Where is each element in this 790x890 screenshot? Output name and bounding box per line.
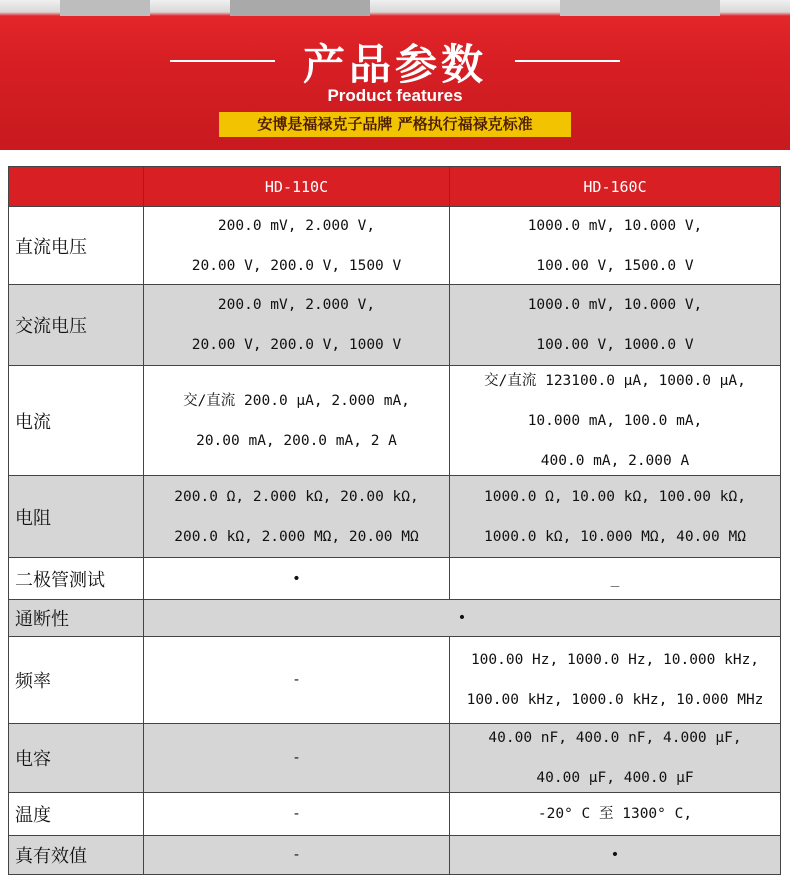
row-label: 温度 — [8, 793, 143, 836]
value-line: 20.00 V, 200.0 V, 1000 V — [191, 337, 402, 353]
row-label: 二极管测试 — [8, 558, 143, 600]
value-line: 1000.0 mV, 10.000 V, — [527, 297, 703, 313]
value-line: - — [292, 750, 301, 766]
page-subtitle: Product features — [327, 86, 463, 105]
row-label: 电流 — [8, 366, 143, 476]
value-cell-hd160c — [449, 637, 781, 724]
row-label: 频率 — [8, 637, 143, 724]
value-line: 200.0 mV, 2.000 V, — [217, 297, 376, 313]
value-cell-hd160c — [449, 207, 781, 285]
value-cell-hd160c — [449, 366, 781, 476]
value-line: 100.00 kHz, 1000.0 kHz, 10.000 MHz — [466, 692, 764, 708]
value-line: • — [292, 570, 301, 587]
value-cell-hd110c — [143, 366, 449, 476]
value-line: • — [610, 847, 620, 863]
value-cell-hd110c — [143, 285, 449, 366]
value-cell-hd110c — [143, 558, 449, 600]
row-label: 电阻 — [8, 476, 143, 558]
spec-table — [8, 166, 781, 886]
value-line: 100.00 V, 1500.0 V — [536, 257, 694, 274]
table-row-capacitance — [8, 724, 781, 793]
header-model-hd110c: HD-110C — [143, 167, 449, 207]
value-line: 200.0 mV, 2.000 V, — [217, 217, 376, 234]
banner-photo-strip — [60, 0, 150, 16]
row-label: 直流电压 — [8, 207, 143, 285]
value-line: 1000.0 Ω, 10.00 kΩ, 100.00 kΩ, — [484, 488, 746, 505]
value-line: • — [457, 610, 467, 626]
value-line: 20.00 mA, 200.0 mA, 2 A — [196, 432, 397, 449]
value-line: 100.00 V, 1000.0 V — [536, 337, 694, 353]
table-row-resistance — [8, 476, 781, 558]
row-label: 通断性 — [8, 600, 143, 637]
banner-photo-strip — [230, 0, 370, 16]
value-cell-hd110c — [143, 207, 449, 285]
value-cell-hd110c — [143, 793, 449, 836]
value-line: 1000.0 kΩ, 10.000 MΩ, 40.00 MΩ — [484, 528, 746, 545]
value-line: -20° C 至 1300° C, — [537, 806, 693, 822]
header-banner — [0, 0, 790, 150]
value-line: 交/直流 123100.0 μA, 1000.0 μA, — [484, 372, 746, 389]
value-cell-hd160c — [449, 558, 781, 600]
value-line: 40.00 μF, 400.0 μF — [536, 770, 694, 786]
value-cell-hd160c — [449, 285, 781, 366]
value-cell-hd110c — [143, 476, 449, 558]
page-title: 产品参数 — [302, 40, 487, 89]
row-label: 真有效值 — [8, 836, 143, 875]
table-row-true-rms — [8, 836, 781, 875]
table-row-diode-test — [8, 558, 781, 600]
value-line: 200.0 kΩ, 2.000 MΩ, 20.00 MΩ — [174, 528, 419, 545]
banner-photo-strip — [560, 0, 720, 16]
table-header-row — [8, 166, 781, 207]
value-cell-hd160c — [449, 793, 781, 836]
value-line: 1000.0 mV, 10.000 V, — [527, 217, 703, 234]
value-cell-hd110c — [143, 836, 449, 875]
value-cell-hd160c — [449, 836, 781, 875]
value-line: _ — [610, 570, 620, 587]
value-line: 10.000 mA, 100.0 mA, — [527, 412, 703, 429]
header-corner — [8, 167, 143, 207]
value-line: 40.00 nF, 400.0 nF, 4.000 μF, — [488, 730, 742, 746]
value-cell-both-models — [143, 600, 781, 637]
value-cell-hd160c — [449, 476, 781, 558]
value-line: - — [292, 672, 301, 688]
table-row-current — [8, 366, 781, 476]
value-line: 400.0 mA, 2.000 A — [540, 452, 690, 469]
value-line: 100.00 Hz, 1000.0 Hz, 10.000 kHz, — [470, 652, 760, 668]
brand-slogan-badge: 安博是福禄克子品牌 严格执行福禄克标准 — [219, 112, 571, 137]
value-line: 交/直流 200.0 μA, 2.000 mA, — [183, 392, 410, 409]
table-row-ac-voltage — [8, 285, 781, 366]
value-line: - — [292, 806, 301, 822]
value-cell-hd160c — [449, 724, 781, 793]
row-label: 电容 — [8, 724, 143, 793]
value-line: 20.00 V, 200.0 V, 1500 V — [191, 257, 402, 274]
table-row-frequency — [8, 637, 781, 724]
value-cell-hd110c — [143, 724, 449, 793]
value-line: 200.0 Ω, 2.000 kΩ, 20.00 kΩ, — [174, 488, 419, 505]
row-label: 交流电压 — [8, 285, 143, 366]
header-model-hd160c: HD-160C — [449, 167, 781, 207]
value-cell-hd110c — [143, 637, 449, 724]
table-row-continuity — [8, 600, 781, 637]
value-line: - — [292, 847, 301, 863]
table-row-temperature — [8, 793, 781, 836]
table-row-dc-voltage — [8, 207, 781, 285]
